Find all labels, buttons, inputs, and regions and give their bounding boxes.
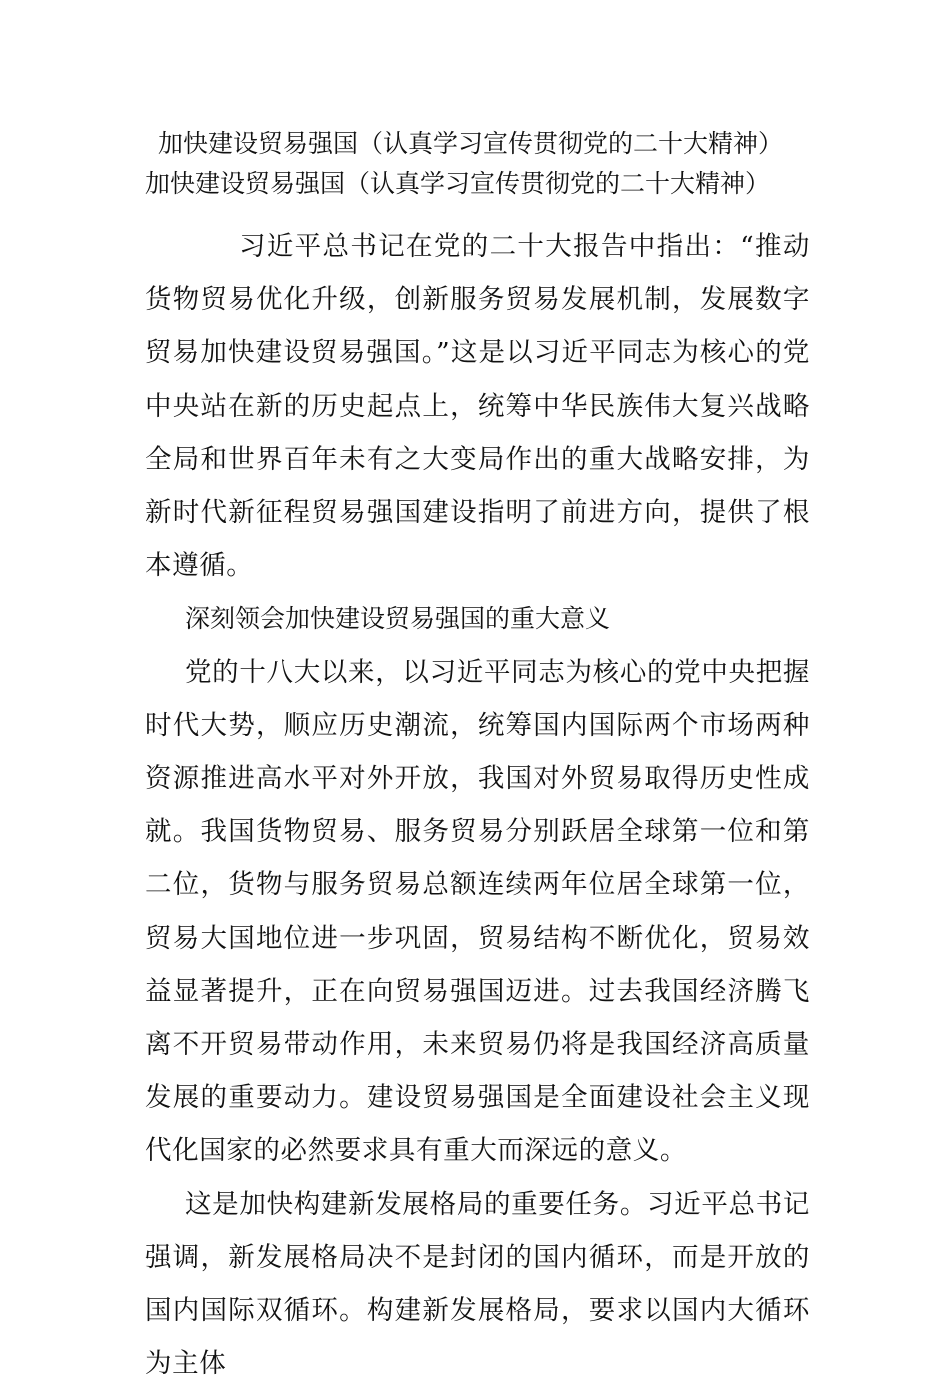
intro-paragraph: 习近平总书记在党的二十大报告中指出：“推动货物贸易优化升级，创新服务贸易发展机制，发展数字贸易加快建设贸易强国。”这是以习近平同志为核心的党中央站在新的历史起点上，统筹中华民族伟大复兴战略全局和世界百年未有之大变局作出的重大战略安排，为新时代新征程贸易强国建设指明了前进方向，提供了根本遵循。 [145, 231, 810, 582]
document-body [145, 124, 810, 1390]
body-paragraph-new-development-pattern: 这是加快构建新发展格局的重要任务。习近平总书记强调，新发展格局决不是封闭的国内循环，而是开放的国内国际双循环。构建新发展格局，要求以国内大循环为主体 [145, 1188, 810, 1380]
body-paragraph-achievements: 党的十八大以来，以习近平同志为核心的党中央把握时代大势，顺应历史潮流，统筹国内国际两个市场两种资源推进高水平对外开放，我国对外贸易取得历史性成就。我国货物贸易、服务贸易分别跃居全球第一位和第二位，货物与服务贸易总额连续两年位居全球第一位，贸易大国地位进一步巩固，贸易结构不断优化，贸易效益显著提升，正在向贸易强国迈进。过去我国经济腾飞离不开贸易带动作用，未来贸易仍将是我国经济高质量发展的重要动力。建设贸易强国是全面建设社会主义现代化国家的必然要求具有重大而深远的意义。 [145, 656, 810, 1167]
document-subtitle: 加快建设贸易强国（认真学习宣传贯彻党的二十大精神） [145, 169, 771, 198]
section-heading: 深刻领会加快建设贸易强国的重大意义 [185, 604, 611, 634]
document-title: 加快建设贸易强国（认真学习宣传贯彻党的二十大精神） [158, 129, 784, 158]
